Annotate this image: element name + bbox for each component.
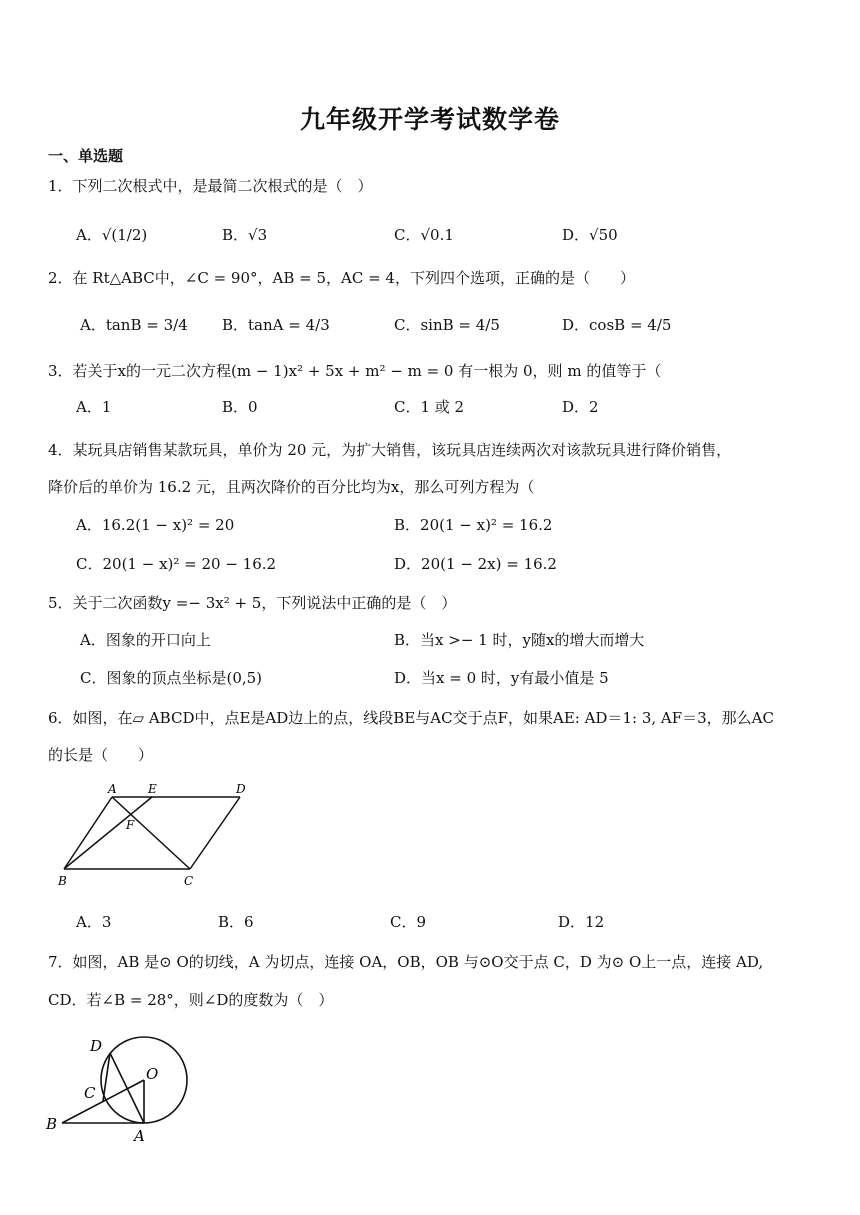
q3-option-a: A．1 <box>76 398 112 416</box>
segment-ab <box>64 797 112 869</box>
q5-option-a: A．图象的开口向上 <box>80 631 211 649</box>
segment-ob <box>62 1080 144 1123</box>
question-6-stem-line-2: 的长是（ ） <box>48 746 154 764</box>
q4-option-d: D．20(1 − 2x) = 16.2 <box>394 555 557 573</box>
question-4-stem-line-1: 4．某玩具店销售某款玩具，单价为 20 元，为扩大销售，该玩具店连续两次对该款玩具进行降价销售， <box>48 441 732 459</box>
question-2-stem: 2．在 Rt△ABC中，∠C = 90°，AB = 5，AC = 4，下列四个选项，正确的是（ ） <box>48 269 635 287</box>
q4-option-a: A．16.2(1 − x)² = 20 <box>76 516 235 534</box>
label-b: B <box>58 874 67 888</box>
q6-option-d: D．12 <box>558 913 605 931</box>
label-o: O <box>146 1065 159 1083</box>
segment-be <box>64 797 152 869</box>
question-7-stem-line-1: 7．如图，AB 是⊙ O的切线，A 为切点，连接 OA，OB，OB 与⊙O交于点 C，D 为⊙ O上一点，连接 AD, <box>48 953 764 971</box>
exam-title: 九年级开学考试数学卷 <box>299 105 560 134</box>
parallelogram-figure <box>40 775 270 895</box>
label-b: B <box>46 1115 58 1133</box>
q1-option-a: A．√(1/2) <box>76 226 148 244</box>
q6-option-b: B．6 <box>218 913 254 931</box>
circle-tangent-figure <box>40 1025 200 1150</box>
q2-option-b: B．tanA = 4/3 <box>222 316 330 334</box>
label-a: A <box>134 1127 145 1145</box>
section-heading: 一、单选题 <box>48 147 124 165</box>
q6-option-a: A．3 <box>76 913 112 931</box>
q1-option-b: B．√3 <box>222 226 268 244</box>
q5-option-d: D．当x = 0 时，y有最小值是 5 <box>394 669 609 687</box>
q2-option-c: C．sinB = 4/5 <box>394 316 500 334</box>
q2-option-a: A．tanB = 3/4 <box>80 316 188 334</box>
label-d: D <box>236 782 246 796</box>
q5-option-c: C．图象的顶点坐标是(0,5) <box>80 669 263 687</box>
q5-option-b: B．当x >− 1 时，y随x的增大而增大 <box>394 631 645 649</box>
question-6-stem-line-1: 6．如图，在▱ ABCD中，点E是AD边上的点，线段BE与AC交于点F，如果AE: AD＝1: 3, AF＝3，那么AC <box>48 709 774 727</box>
question-4-stem-line-2: 降价后的单价为 16.2 元，且两次降价的百分比均为x，那么可列方程为（ <box>48 478 535 496</box>
segment-ac <box>112 797 190 869</box>
label-c: C <box>184 874 194 888</box>
q4-option-b: B．20(1 − x)² = 16.2 <box>394 516 553 534</box>
label-d: D <box>90 1037 103 1055</box>
question-5-stem: 5．关于二次函数y =− 3x² + 5，下列说法中正确的是（ ） <box>48 594 457 612</box>
label-e: E <box>148 782 157 796</box>
q2-option-d: D．cosB = 4/5 <box>562 316 672 334</box>
question-7-stem-line-2: CD．若∠B = 28°，则∠D的度数为（ ） <box>48 991 334 1009</box>
q3-option-d: D．2 <box>562 398 599 416</box>
q3-option-c: C．1 或 2 <box>394 398 465 416</box>
q3-option-b: B．0 <box>222 398 258 416</box>
label-c: C <box>84 1084 96 1102</box>
label-a: A <box>108 782 117 796</box>
label-f: F <box>126 818 135 832</box>
question-1-stem: 1．下列二次根式中，是最简二次根式的是（ ） <box>48 177 373 195</box>
q1-option-d: D．√50 <box>562 226 618 244</box>
q4-option-c: C．20(1 − x)² = 20 − 16.2 <box>76 555 277 573</box>
q6-option-c: C．9 <box>390 913 427 931</box>
q1-option-c: C．√0.1 <box>394 226 454 244</box>
segment-dc <box>190 797 240 869</box>
question-3-stem: 3．若关于x的一元二次方程(m − 1)x² + 5x + m² − m = 0 有一根为 0，则 m 的值等于（ <box>48 362 662 380</box>
